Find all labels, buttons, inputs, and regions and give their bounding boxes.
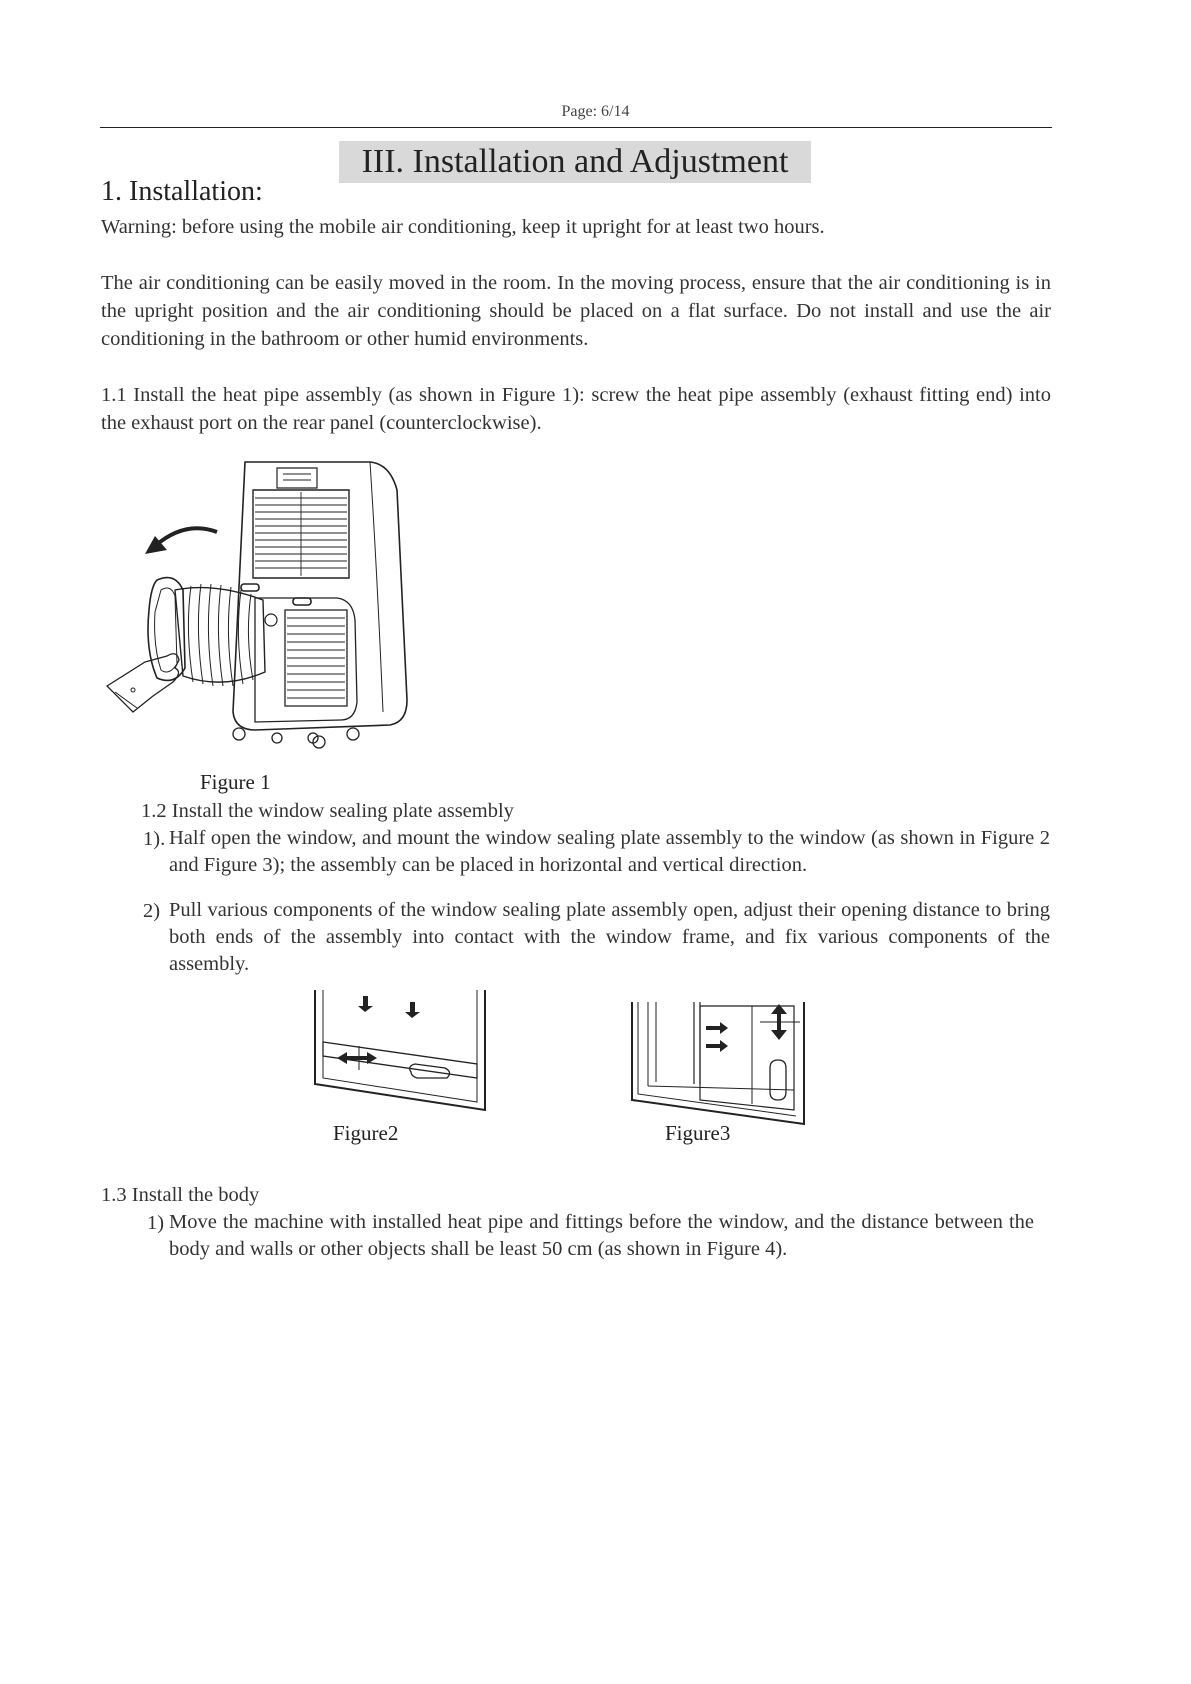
right-arrow-icon xyxy=(706,1022,728,1052)
intro-paragraph: The air conditioning can be easily moved in the room. In the moving process, ensure that the air conditioning is in the upright position and the air conditioning should be placed on a flat surface. Do not install and use the air conditioning in the bathroom or other humid environments. xyxy=(101,272,1051,350)
down-arrow-icon xyxy=(358,996,420,1018)
hand-icon xyxy=(107,654,179,712)
step-1-2-item-2-marker: 2) xyxy=(143,900,161,922)
step-1-3-item-1-text: Move the machine with installed heat pipe and fittings before the window, and the distance between the body and walls or other objects shall be least 50 cm (as shown in Figure 4). xyxy=(169,1211,1034,1260)
horizontal-double-arrow-icon xyxy=(337,1052,377,1064)
upper-grille-slats xyxy=(255,492,347,576)
step-1-2-heading: 1.2 Install the window sealing plate assembly xyxy=(141,800,514,822)
warning-text: Warning: before using the mobile air conditioning, keep it upright for at least two hours. xyxy=(101,216,825,238)
chapter-title: III. Installation and Adjustment xyxy=(339,141,811,183)
rotation-arrow-icon xyxy=(155,528,217,546)
step-1-1-text: 1.1 Install the heat pipe assembly (as shown in Figure 1): screw the heat pipe assembly (exhaust fitting end) into the exhaust port on the rear panel (counterclockwise). xyxy=(101,384,1051,434)
figure-1-illustration xyxy=(105,450,435,762)
step-1-2-item-2-text: Pull various components of the window sealing plate assembly open, adjust their opening distance to bring both ends of the assembly into contact with the window frame, and fix various components of the assembly. xyxy=(169,899,1050,975)
figure-2-illustration xyxy=(311,986,491,1114)
figure-2-caption: Figure2 xyxy=(333,1121,399,1145)
hose-fitting xyxy=(148,578,185,681)
header-divider xyxy=(100,127,1052,128)
step-1-2-item-1-text: Half open the window, and mount the window sealing plate assembly to the window (as shown in Figure 2 and Figure 3); the assembly can be placed in horizontal and vertical direction. xyxy=(169,827,1050,876)
casters xyxy=(233,728,359,748)
control-panel xyxy=(277,468,317,488)
page-number: Page: 6/14 xyxy=(561,103,630,120)
exhaust-slot xyxy=(770,1060,786,1100)
figure-3-caption: Figure3 xyxy=(665,1121,731,1145)
figure-3-illustration xyxy=(630,1000,806,1130)
step-1-2-item-1-marker: 1). xyxy=(143,828,166,850)
section-heading: 1. Installation: xyxy=(101,176,263,207)
step-1-3-item-1-marker: 1) xyxy=(147,1212,165,1234)
figure-1-caption: Figure 1 xyxy=(200,770,271,794)
rear-panel xyxy=(255,598,357,722)
step-1-3-heading: 1.3 Install the body xyxy=(101,1184,260,1206)
